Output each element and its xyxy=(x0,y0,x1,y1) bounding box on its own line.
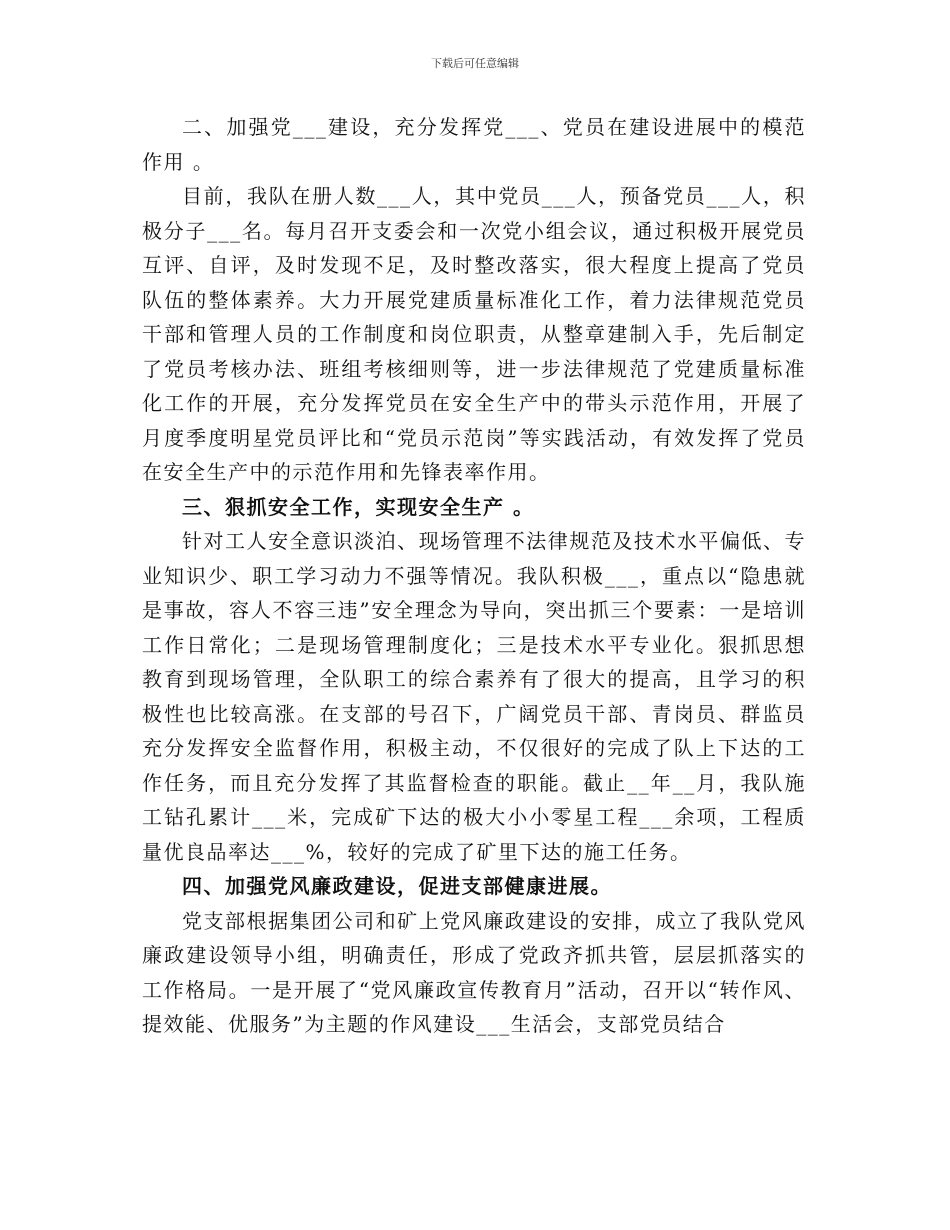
integrity-building-paragraph: 党支部根据集团公司和矿上党风廉政建设的安排，成立了我队党风廉政建设领导小组，明确责任，形成了党政齐抓共管，层层抓落实的工作格局。一是开展了“党风廉政宣传教育月”活动，召开以“转作风、提效能、优服务”为主题的作风建设___生活会，支部党员结合 xyxy=(142,908,806,1036)
section-four-heading: 四、加强党风廉政建设，促进支部健康进展。 xyxy=(182,874,612,898)
document-body xyxy=(142,110,806,1042)
page-header-note: 下载后可任意编辑 xyxy=(431,57,519,70)
safety-work-paragraph: 针对工人安全意识淡泊、现场管理不法律规范及技术水平偏低、专业知识少、职工学习动力不强等情况。我队积极___，重点以“隐患就是事故，容人不容三违”安全理念为导向，突出抓三个要素：一是培训工作日常化；二是现场管理制度化；三是技术水平专业化。狠抓思想教育到现场管理，全队职工的综合素养有了很大的提高，且学习的积极性也比较高涨。在支部的号召下，广阔党员干部、青岗员、群监员充分发挥安全监督作用，积极主动，不仅很好的完成了队上下达的工作任务，而且充分发挥了其监督检查的职能。截止__年__月，我队施工钻孔累计___米，完成矿下达的极大小小零星工程___余项，工程质量优良品率达___%，较好的完成了矿里下达的施工任务。 xyxy=(142,529,806,864)
section-two-heading-paragraph: 二、加强党___建设，充分发挥党___、党员在建设进展中的模范作用 。 xyxy=(142,115,806,174)
section-three-heading: 三、狠抓安全工作，实现安全生产 。 xyxy=(182,494,535,519)
party-members-paragraph: 目前，我队在册人数___人，其中党员___人，预备党员___人，积极分子___名。每月召开支委会和一次党小组会议，通过积极开展党员互评、自评，及时发现不足，及时整改落实，很大程度上提高了党员队伍的整体素养。大力开展党建质量标准化工作，着力法律规范党员干部和管理人员的工作制度和岗位职责，从整章建制入手，先后制定了党员考核办法、班组考核细则等，进一步法律规范了党建质量标准化工作的开展，充分发挥党员在安全生产中的带头示范作用，开展了月度季度明星党员评比和“党员示范岗”等实践活动，有效发挥了党员在安全生产中的示范作用和先锋表率作用。 xyxy=(142,184,806,484)
